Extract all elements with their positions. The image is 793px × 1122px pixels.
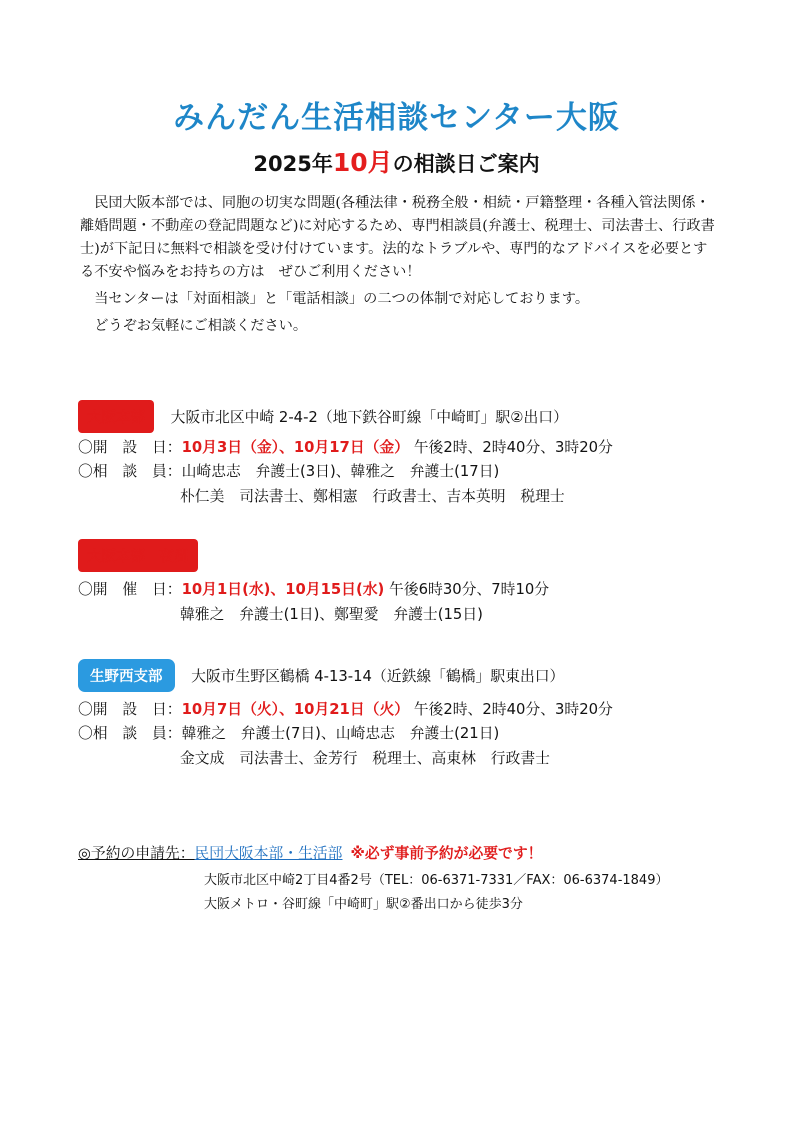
times-ikuno-nishi: 午後2時、2時40分、3時20分 (413, 701, 613, 718)
section-ikuno-nishi-header (78, 659, 564, 692)
reservation-required-note: ※必ず事前予約が必要です！ (350, 845, 543, 862)
staff-ikuno-nishi-2: 金文成 司法書士、金芳行 税理士、高東林 行政書士 (180, 750, 550, 767)
footer-address: 大阪市北区中崎2丁目4番2号（TEL：06-6371-7331／FAX：06-6374-1849） (204, 873, 669, 888)
date-label: 〇開 設 日： (78, 701, 182, 718)
date-label: 〇開 設 日： (78, 439, 182, 456)
intro-text (80, 192, 720, 338)
dates-ikuno-nishi: 10月7日（火）、10月21日（火） (181, 701, 410, 718)
intro-paragraph-2: 当センターは「対面相談」と「電話相談」の二つの体制で対応しております。 (94, 291, 590, 307)
times-osaka-honbu: 午後2時、2時40分、3時20分 (413, 439, 613, 456)
subtitle-rest: の相談日ご案内 (392, 152, 540, 176)
page-title: みんだん生活相談センター大阪 (173, 100, 620, 136)
dates-row-osaka-honbu-night (78, 578, 549, 599)
staff-row-osaka-honbu (78, 460, 499, 481)
staff-label: 〇相 談 員： (78, 725, 182, 742)
intro-paragraph-3: どうぞお気軽にご相談ください。 (94, 318, 308, 334)
subtitle-year: 2025年 (253, 152, 333, 176)
reservation-label: ◎予約の申請先： (78, 845, 195, 862)
section-osaka-honbu-header (78, 400, 568, 433)
address-ikuno-nishi: 大阪市生野区鶴橋 4-13-14（近鉄線「鶴橋」駅東出口） (191, 668, 565, 685)
staff-ikuno-nishi-1: 韓雅之 弁護士(7日)、山崎忠志 弁護士(21日) (181, 725, 500, 742)
dates-osaka-honbu: 10月3日（金）、10月17日（金） (181, 439, 410, 456)
intro-paragraph-1: 民団大阪本部では、同胞の切実な問題(各種法律・税務全般・相続・戸籍整理・各種入管法関係・離婚問題・不動産の登記問題など)に対応するため、専門相談員(弁護士、税理士、司法書士、行政書士)が下記日に無料で相談を受け付けています。法的なトラブルや、専門的なアドバイスを必要とする不安や悩みをお持ちの方は ぜひご利用ください！ (80, 195, 715, 280)
page-subtitle (0, 143, 793, 179)
staff-row-ikuno-nishi (78, 722, 499, 743)
reservation-org-link[interactable]: 民団大阪本部・生活部 (194, 845, 343, 862)
section-osaka-honbu-night-header (78, 539, 198, 572)
badge-ikuno-nishi: 生野西支部 (78, 659, 175, 692)
dates-row-ikuno-nishi (78, 698, 613, 719)
date-label: 〇開 催 日： (78, 581, 182, 598)
badge-osaka-honbu-night: 大阪本部 夜間 (78, 539, 198, 572)
dates-row-osaka-honbu (78, 436, 613, 457)
footer-access: 大阪メトロ・谷町線「中崎町」駅②番出口から徒歩3分 (204, 897, 523, 912)
times-osaka-honbu-night: 午後6時30分、7時10分 (389, 581, 550, 598)
badge-osaka-honbu: 大阪本部 (78, 400, 154, 433)
subtitle-month: 10月 (332, 148, 393, 177)
dates-osaka-honbu-night: 10月1日(水)、10月15日(水) (181, 581, 385, 598)
staff-osaka-honbu-1: 山崎忠志 弁護士(3日)、韓雅之 弁護士(17日) (181, 463, 500, 480)
staff-osaka-honbu-2: 朴仁美 司法書士、鄭相憲 行政書士、吉本英明 税理士 (180, 488, 565, 505)
address-osaka-honbu: 大阪市北区中崎 2-4-2（地下鉄谷町線「中崎町」駅②出口） (170, 409, 568, 426)
staff-osaka-honbu-night: 韓雅之 弁護士(1日)、鄭聖愛 弁護士(15日) (180, 606, 483, 623)
reservation-info (78, 842, 542, 863)
staff-label: 〇相 談 員： (78, 463, 182, 480)
